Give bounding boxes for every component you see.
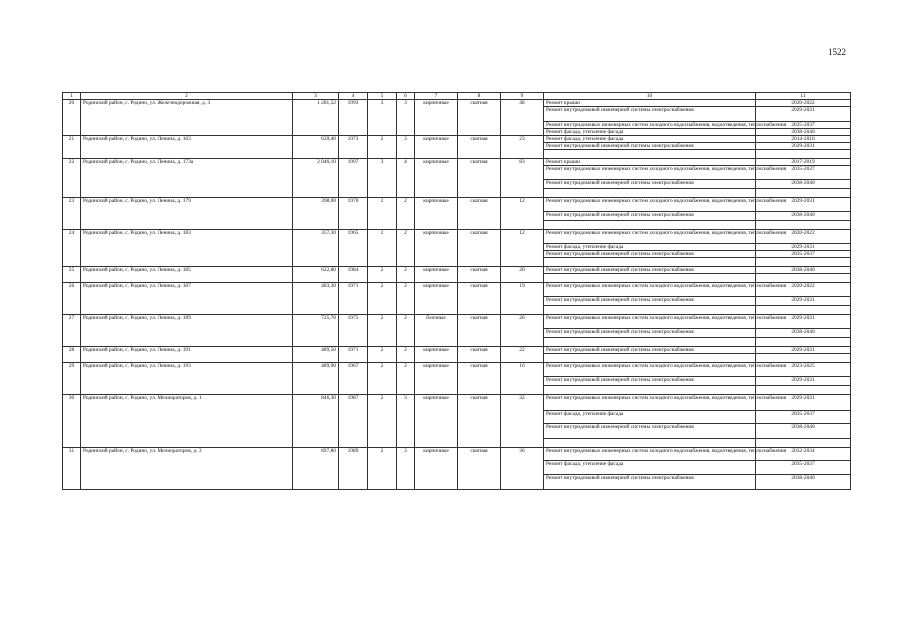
cell-num: 25: [63, 267, 81, 283]
table-row: [63, 395, 851, 411]
cell-year: 1973: [339, 136, 368, 159]
cell-work-period: 2020-2022: [756, 100, 851, 107]
col-header: 8: [458, 93, 501, 100]
cell-work-period: 2038-2040: [756, 180, 851, 189]
cell-work-name: Ремонт внутридомовой инженерной системы электроснабжения: [544, 212, 756, 221]
cell-work-name: Ремонт внутридомовых инженерных систем холодного водоснабжения, водоотведения, теплоснабжения: [544, 315, 756, 329]
cell-entrances: 2: [397, 283, 415, 315]
cell-walls: кирпичные: [415, 448, 458, 490]
cell-work-period: 2023-2025: [756, 363, 851, 377]
spacer-cell: [544, 150, 756, 159]
cell-area: 357,30: [293, 230, 339, 267]
table-row: [63, 363, 851, 377]
cell-roof: скатная: [458, 395, 501, 448]
cell-entrances: 3: [397, 100, 415, 136]
cell-work-period: 2029-2031: [756, 377, 851, 386]
col-header: 1: [63, 93, 81, 100]
cell-roof: скатная: [458, 230, 501, 267]
cell-work-name: Ремонт фасада, утепление фасада: [544, 411, 756, 424]
col-header: 7: [415, 93, 458, 100]
cell-work-period: 2035-2037: [756, 122, 851, 129]
cell-year: 1993: [339, 100, 368, 136]
column-number-row: [63, 93, 851, 100]
spacer-cell: [756, 258, 851, 267]
cell-work-period: 2035-2037: [756, 166, 851, 180]
cell-count: 20: [501, 267, 544, 283]
cell-year: 1971: [339, 347, 368, 363]
cell-work-period: 2017-2019: [756, 159, 851, 166]
cell-work-name: Ремонт внутридомовой инженерной системы электроснабжения: [544, 329, 756, 338]
cell-num: 22: [63, 159, 81, 198]
cell-count: 26: [501, 315, 544, 347]
cell-num: 31: [63, 448, 81, 490]
cell-floors: 2: [368, 230, 397, 267]
cell-count: 22: [501, 347, 544, 363]
cell-entrances: 2: [397, 230, 415, 267]
cell-year: 1965: [339, 230, 368, 267]
spacer-cell: [756, 439, 851, 448]
col-header: 4: [339, 93, 368, 100]
cell-year: 1970: [339, 198, 368, 230]
table-row: [63, 198, 851, 212]
cell-work-period: 2029-2031: [756, 244, 851, 251]
cell-count: 32: [501, 395, 544, 448]
cell-address: Родинский район, с. Родино, ул. Ленина, д. 183: [81, 230, 293, 267]
cell-work-name: Ремонт внутридомовой инженерной системы электроснабжения: [544, 267, 756, 274]
cell-work-name: Ремонт внутридомовой инженерной системы электроснабжения: [544, 377, 756, 386]
spacer-cell: [756, 354, 851, 363]
spacer-cell: [756, 306, 851, 315]
cell-work-name: Ремонт внутридомовой инженерной системы электроснабжения: [544, 347, 756, 354]
cell-entrances: 3: [397, 395, 415, 448]
cell-roof: скатная: [458, 198, 501, 230]
cell-count: 48: [501, 100, 544, 136]
cell-address: Родинский район, с. Родино, ул. Ленина, д. 173а: [81, 159, 293, 198]
table-row: [63, 347, 851, 354]
cell-floors: 2: [368, 198, 397, 230]
cell-num: 21: [63, 136, 81, 159]
cell-work-name: Ремонт внутридомовой инженерной системы электроснабжения: [544, 297, 756, 306]
cell-work-name: Ремонт крыши: [544, 159, 756, 166]
cell-roof: скатная: [458, 315, 501, 347]
col-header: 3: [293, 93, 339, 100]
spacer-cell: [756, 150, 851, 159]
table-row: [63, 230, 851, 244]
cell-floors: 2: [368, 267, 397, 283]
cell-work-period: 2029-2031: [756, 297, 851, 306]
cell-work-period: 2020-2022: [756, 230, 851, 244]
cell-work-period: 2029-2031: [756, 315, 851, 329]
cell-count: 36: [501, 448, 544, 490]
cell-area: 639,40: [293, 136, 339, 159]
spacer-cell: [544, 274, 756, 283]
cell-work-period: 2029-2031: [756, 347, 851, 354]
cell-walls: кирпичные: [415, 230, 458, 267]
cell-floors: 2: [368, 347, 397, 363]
cell-work-name: Ремонт внутридомовой инженерной системы электроснабжения: [544, 107, 756, 122]
cell-walls: кирпичные: [415, 395, 458, 448]
cell-work-name: Ремонт фасада, утепление фасада: [544, 461, 756, 475]
cell-entrances: 2: [397, 363, 415, 395]
cell-walls: блочные: [415, 315, 458, 347]
table-row: [63, 283, 851, 297]
cell-floors: 2: [368, 136, 397, 159]
cell-entrances: 2: [397, 198, 415, 230]
cell-area: 622,80: [293, 267, 339, 283]
cell-floors: 2: [368, 315, 397, 347]
cell-roof: скатная: [458, 283, 501, 315]
cell-work-period: 2035-2037: [756, 251, 851, 258]
cell-year: 1997: [339, 159, 368, 198]
table-row: [63, 448, 851, 461]
cell-address: Родинский район, с. Родино, ул. Ленина, д. 185: [81, 267, 293, 283]
cell-address: Родинский район, с. Родино, ул. Ленина, д. 191: [81, 347, 293, 363]
cell-walls: кирпичные: [415, 267, 458, 283]
cell-work-period: 2038-2040: [756, 267, 851, 274]
cell-walls: кирпичные: [415, 363, 458, 395]
cell-work-period: 2029-2031: [756, 143, 851, 150]
table-row: [63, 315, 851, 329]
cell-floors: 2: [368, 448, 397, 490]
spacer-cell: [544, 221, 756, 230]
cell-num: 29: [63, 363, 81, 395]
cell-walls: кирпичные: [415, 159, 458, 198]
spacer-cell: [544, 439, 756, 448]
cell-count: 23: [501, 136, 544, 159]
cell-roof: скатная: [458, 159, 501, 198]
cell-year: 1975: [339, 315, 368, 347]
cell-work-name: Ремонт внутридомовой инженерной системы электроснабжения: [544, 424, 756, 439]
spacer-cell: [544, 354, 756, 363]
cell-work-period: 2038-2040: [756, 212, 851, 221]
cell-walls: кирпичные: [415, 347, 458, 363]
cell-address: Родинский район, с. Родино, ул. Ленина, д. 187: [81, 283, 293, 315]
page-number: 1522: [828, 47, 846, 57]
cell-num: 27: [63, 315, 81, 347]
cell-work-name: Ремонт внутридомовых инженерных систем холодного водоснабжения, водоотведения, теплоснабжения: [544, 122, 756, 129]
cell-work-name: Ремонт внутридомовых инженерных систем холодного водоснабжения, водоотведения, теплоснабжения: [544, 448, 756, 461]
cell-floors: 2: [368, 283, 397, 315]
cell-year: 1984: [339, 267, 368, 283]
cell-roof: скатная: [458, 136, 501, 159]
cell-count: 83: [501, 159, 544, 198]
cell-work-name: Ремонт внутридомовых инженерных систем холодного водоснабжения, водоотведения, теплоснабжения: [544, 283, 756, 297]
cell-work-name: Ремонт внутридомовой инженерной системы электроснабжения: [544, 180, 756, 189]
cell-area: 1 281,52: [293, 100, 339, 136]
cell-floors: 2: [368, 395, 397, 448]
spacer-cell: [544, 386, 756, 395]
table-row: [63, 267, 851, 274]
cell-work-name: Ремонт внутридомовых инженерных систем холодного водоснабжения, водоотведения, теплоснабжения: [544, 363, 756, 377]
cell-num: 26: [63, 283, 81, 315]
cell-work-period: 2038-2040: [756, 424, 851, 439]
cell-address: Родинский район, с. Родино, ул. Ленина, д. 163: [81, 136, 293, 159]
cell-count: 16: [501, 363, 544, 395]
cell-year: 1989: [339, 448, 368, 490]
spacer-cell: [544, 258, 756, 267]
cell-year: 1971: [339, 283, 368, 315]
cell-area: 398,00: [293, 198, 339, 230]
cell-walls: кирпичные: [415, 283, 458, 315]
cell-work-name: Ремонт внутридомовой инженерной системы электроснабжения: [544, 251, 756, 258]
cell-area: 846,30: [293, 395, 339, 448]
spacer-cell: [756, 386, 851, 395]
spacer-cell: [544, 189, 756, 198]
cell-work-period: 2038-2040: [756, 475, 851, 490]
cell-work-period: 2035-2037: [756, 411, 851, 424]
table-row: [63, 159, 851, 166]
cell-num: 24: [63, 230, 81, 267]
cell-work-period: 2014-2016: [756, 136, 851, 143]
cell-num: 20: [63, 100, 81, 136]
cell-num: 23: [63, 198, 81, 230]
cell-count: 12: [501, 230, 544, 267]
table-row: [63, 100, 851, 107]
cell-roof: скатная: [458, 448, 501, 490]
cell-roof: скатная: [458, 267, 501, 283]
cell-address: Родинский район, с. Родино, ул. Мелиораторов, д. 1: [81, 395, 293, 448]
cell-entrances: 3: [397, 136, 415, 159]
cell-area: 2 046,10: [293, 159, 339, 198]
cell-work-name: Ремонт фасада, утепление фасада: [544, 129, 756, 136]
col-header: 10: [544, 93, 756, 100]
cell-work-period: 2029-2031: [756, 198, 851, 212]
cell-count: 19: [501, 283, 544, 315]
spacer-cell: [544, 338, 756, 347]
cell-roof: скатная: [458, 100, 501, 136]
cell-area: 897,80: [293, 448, 339, 490]
cell-area: 725,70: [293, 315, 339, 347]
cell-year: 1987: [339, 395, 368, 448]
cell-num: 30: [63, 395, 81, 448]
spacer-cell: [756, 221, 851, 230]
cell-work-period: 2032-2034: [756, 448, 851, 461]
cell-address: Родинский район, с. Родино, ул. Ленина, д. 193: [81, 363, 293, 395]
cell-floors: 3: [368, 100, 397, 136]
cell-area: 489,90: [293, 363, 339, 395]
cell-work-name: Ремонт фасада, утепление фасада: [544, 136, 756, 143]
cell-area: 483,30: [293, 283, 339, 315]
cell-work-name: Ремонт крыши: [544, 100, 756, 107]
col-header: 2: [81, 93, 293, 100]
cell-entrances: 2: [397, 315, 415, 347]
cell-floors: 2: [368, 363, 397, 395]
cell-work-period: 2029-2031: [756, 107, 851, 122]
col-header: 5: [368, 93, 397, 100]
cell-work-name: Ремонт фасада, утепление фасада: [544, 244, 756, 251]
cell-work-name: Ремонт внутридомовых инженерных систем холодного водоснабжения, водоотведения, теплоснабжения: [544, 166, 756, 180]
cell-work-period: 2038-2040: [756, 329, 851, 338]
cell-roof: скатная: [458, 347, 501, 363]
cell-work-name: Ремонт внутридомовой инженерной системы электроснабжения: [544, 143, 756, 150]
cell-area: 489,50: [293, 347, 339, 363]
spacer-cell: [756, 338, 851, 347]
cell-walls: кирпичные: [415, 136, 458, 159]
cell-count: 12: [501, 198, 544, 230]
table-row: [63, 136, 851, 143]
cell-entrances: 4: [397, 159, 415, 198]
cell-entrances: 2: [397, 347, 415, 363]
spacer-cell: [756, 189, 851, 198]
cell-address: Родинский район, с. Родино, ул. Ленина, д. 189: [81, 315, 293, 347]
cell-roof: скатная: [458, 363, 501, 395]
col-header: 6: [397, 93, 415, 100]
cell-year: 1967: [339, 363, 368, 395]
cell-entrances: 3: [397, 448, 415, 490]
housing-register-table: [62, 92, 851, 490]
cell-work-name: Ремонт внутридомовых инженерных систем холодного водоснабжения, водоотведения, теплоснабжения: [544, 198, 756, 212]
spacer-cell: [756, 274, 851, 283]
cell-walls: кирпичные: [415, 198, 458, 230]
spacer-cell: [544, 306, 756, 315]
cell-work-period: 2035-2037: [756, 461, 851, 475]
cell-address: Родинский район, с. Родино, ул. Ленина, д. 179: [81, 198, 293, 230]
cell-work-name: Ремонт внутридомовых инженерных систем холодного водоснабжения, водоотведения, теплоснабжения: [544, 230, 756, 244]
cell-work-period: 2038-2040: [756, 129, 851, 136]
cell-floors: 3: [368, 159, 397, 198]
cell-entrances: 2: [397, 267, 415, 283]
cell-address: Родинский район, с. Родино, ул. Железнодорожная, д. 3: [81, 100, 293, 136]
col-header: 9: [501, 93, 544, 100]
cell-walls: кирпичные: [415, 100, 458, 136]
cell-work-period: 2020-2022: [756, 283, 851, 297]
cell-address: Родинский район, с. Родино, ул. Мелиораторов, д. 3: [81, 448, 293, 490]
col-header: 11: [756, 93, 851, 100]
cell-work-period: 2029-2031: [756, 395, 851, 411]
cell-num: 28: [63, 347, 81, 363]
cell-work-name: Ремонт внутридомовых инженерных систем холодного водоснабжения, водоотведения, теплоснабжения: [544, 395, 756, 411]
cell-work-name: Ремонт внутридомовой инженерной системы электроснабжения: [544, 475, 756, 490]
